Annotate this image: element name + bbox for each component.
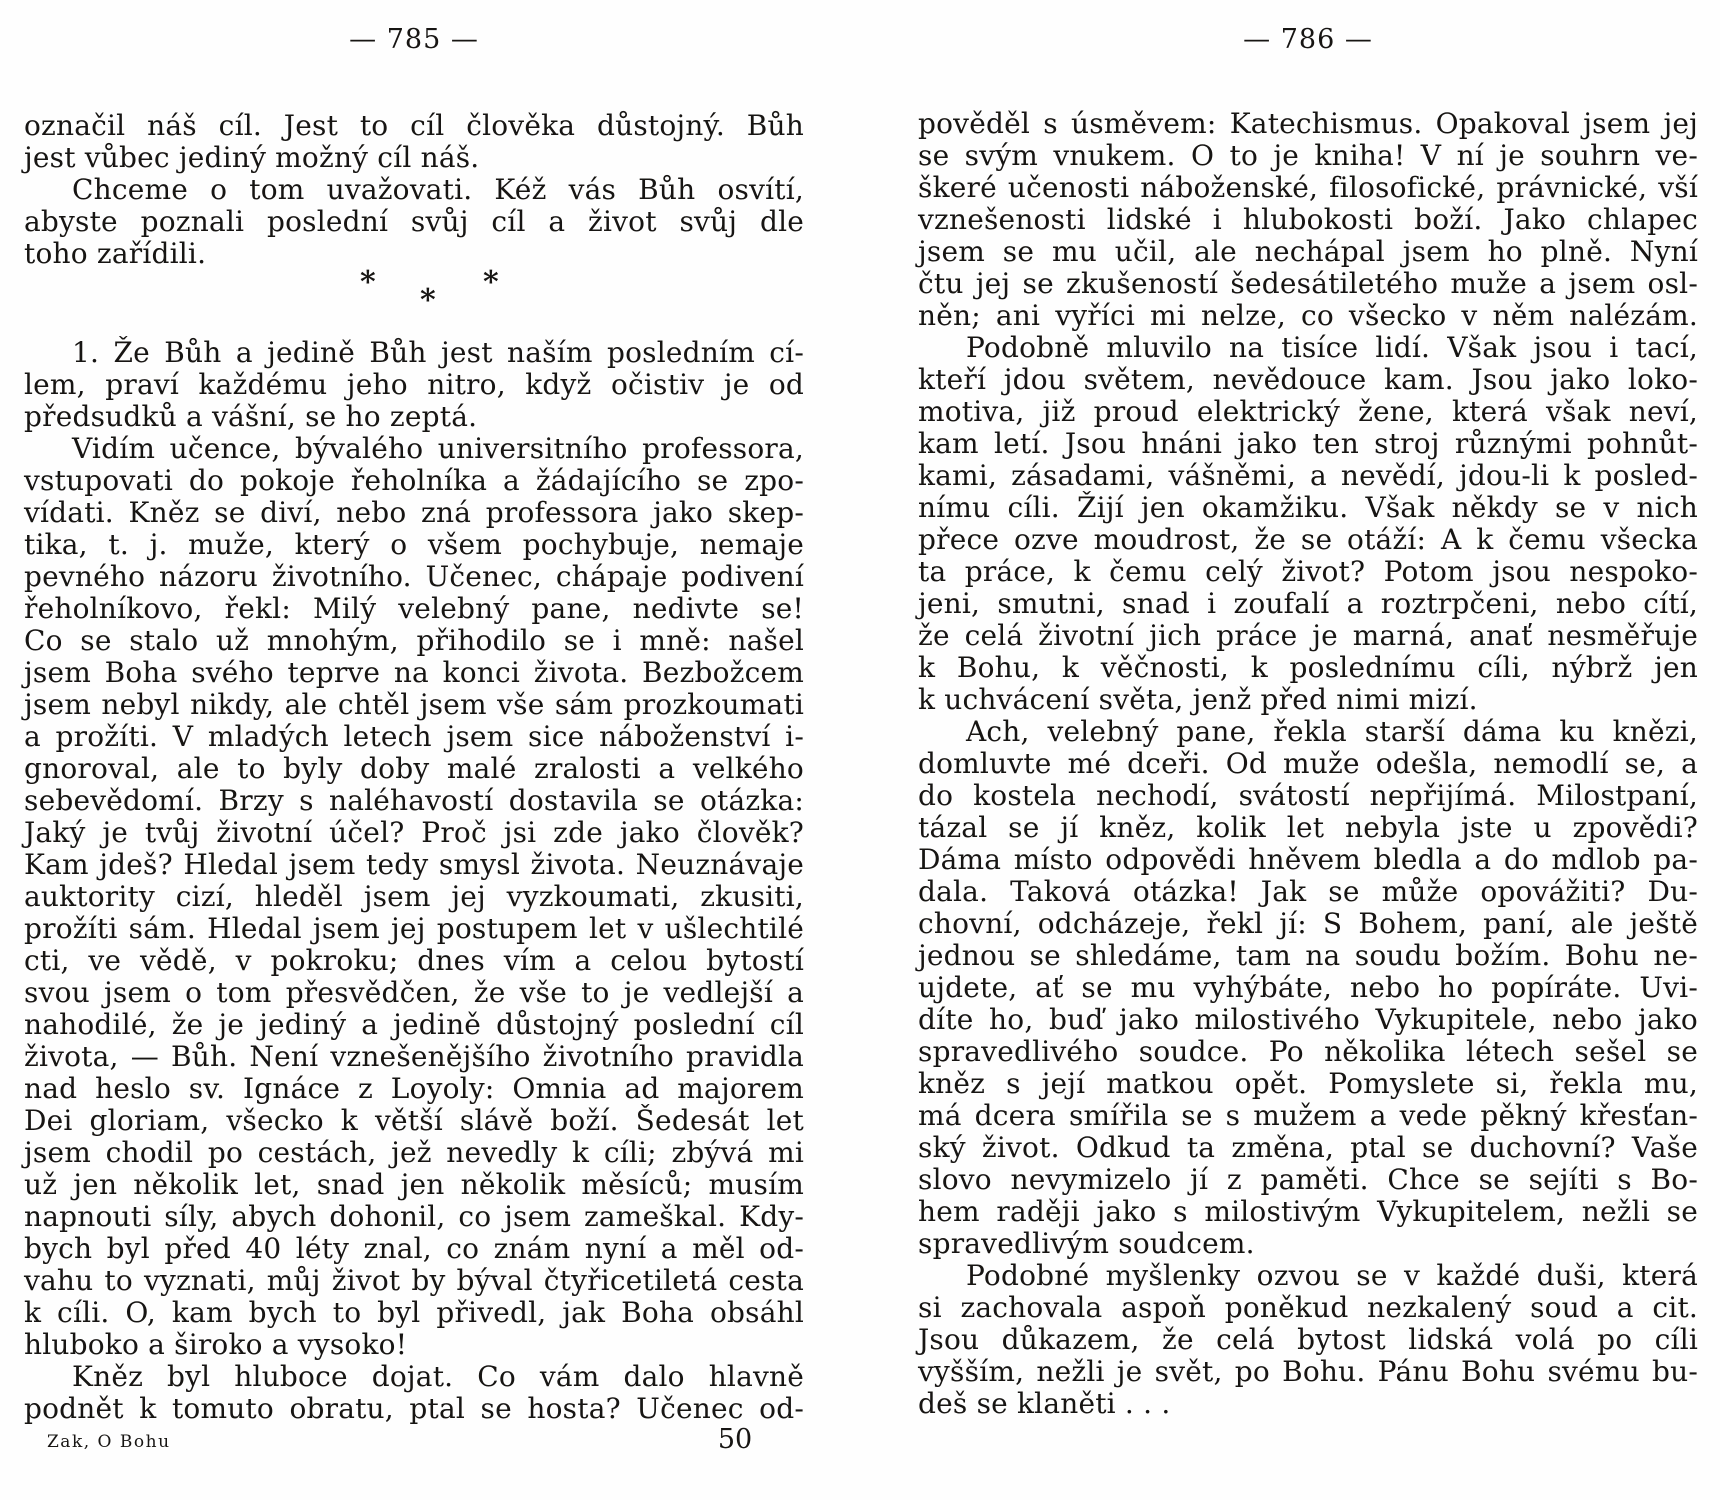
text-line: Podobné myšlenky ozvou se v každé duši, která [966, 1259, 1698, 1292]
text-line: cti, ve vědě, v pokroku; dnes vím a celou bytostí [24, 944, 804, 977]
text-line: Jaký je tvůj životní účel? Proč jsi zde jako člověk? [24, 816, 804, 849]
text-line: vahu to vyznati, můj život by býval čtyřicetiletá cesta [24, 1264, 804, 1297]
text-line: prožíti sám. Hledal jsem jej postupem let v ušlechtilé [24, 912, 804, 945]
text-line: do kostela nechodí, svátostí nepřijímá. Milostpaní, [918, 779, 1698, 812]
text-line: Dei gloriam, všecko k větší slávě boží. Šedesát let [24, 1104, 804, 1137]
text-line: svou jsem o tom přesvědčen, že vše to je vedlejší a [24, 976, 804, 1009]
text-line: ský život. Odkud ta změna, ptal se duchovní? Vaše [918, 1131, 1698, 1164]
asterisk-separator [24, 265, 804, 337]
text-line: dala. Taková otázka! Jak se může opovážiti? Du- [918, 875, 1698, 908]
text-line: jest vůbec jediný možný cíl náš. [24, 141, 480, 174]
page-number-left: — 785 — [349, 24, 479, 55]
text-line: ujdete, ať se mu vyhýbáte, nebo ho popíráte. Uvi- [918, 971, 1698, 1004]
text-line: pověděl s úsměvem: Katechismus. Opakoval jsem jej [918, 107, 1698, 140]
text-line: tika, t. j. muže, který o všem pochybuje, nemaje [24, 528, 804, 561]
text-line: kami, zásadami, vášněmi, a nevědí, jdou-li k posled- [918, 459, 1698, 492]
text-line: jsem Boha svého teprve na konci života. Bezbožcem [24, 656, 804, 689]
text-line: se svým vnukem. O to je kniha! V ní je souhrn ve- [918, 139, 1698, 172]
text-line: Vidím učence, bývalého universitního professora, [72, 432, 804, 465]
text-line: už jen několik let, snad jen několik měsíců; musím [24, 1168, 804, 1201]
paragraph [24, 337, 804, 433]
text-line: gnoroval, ale to byly doby malé zralosti a velkého [24, 752, 804, 785]
text-line: pevného názoru životního. Učenec, chápaje podivení [24, 560, 804, 593]
text-line: abyste poznali poslední svůj cíl a život svůj dle [24, 205, 804, 238]
text-line: a prožíti. V mladých letech jsem sice náboženství i- [24, 720, 804, 753]
text-line: vznešenosti lidské i hlubokosti boží. Jako chlapec [918, 203, 1698, 236]
text-line: hem raději jako s milostivým Vykupitelem, nežli se [918, 1195, 1698, 1228]
text-line: jsem nebyl nikdy, ale chtěl jsem vše sám prozkoumati [24, 688, 804, 721]
asterisk-glyph: * [360, 265, 376, 300]
paragraph [918, 1260, 1698, 1420]
text-line: sebevědomí. Brzy s naléhavostí dostavila se otázka: [24, 784, 804, 817]
text-line: má dcera smířila se s mužem a vede pěkný křesťan- [918, 1099, 1698, 1132]
text-line: nímu cíli. Žijí jen okamžiku. Však někdy se v nich [918, 491, 1698, 524]
running-signature: Zak, O Bohu [47, 1432, 171, 1452]
text-line: jsem chodil po cestách, jež nevedly k cíli; zbývá mi [24, 1136, 804, 1169]
text-line: toho zařídili. [24, 237, 207, 270]
text-line: auktority cizí, hleděl jsem jej vyzkoumati, zkusiti, [24, 880, 804, 913]
text-line: jeni, smutni, snad i zoufalí a roztrpčeni, nebo cítí, [918, 587, 1698, 620]
text-line: Chceme o tom uvažovati. Kéž vás Bůh osvítí, [72, 173, 804, 206]
paragraph [24, 110, 804, 174]
text-line: slovo nevymizelo jí z paměti. Chce se sejíti s Bo- [918, 1163, 1698, 1196]
text-line: díte ho, buď jako milostivého Vykupitele, nebo jako [918, 1003, 1698, 1036]
text-line: Podobně mluvilo na tisíce lidí. Však jsou i tací, [966, 331, 1698, 364]
text-line: spravedlivým soudcem. [918, 1227, 1255, 1260]
text-line: deš se klaněti . . . [918, 1387, 1171, 1420]
text-line: domluvte mé dceři. Od muže odešla, nemodlí se, a [918, 747, 1698, 780]
asterisk-glyph: * [483, 265, 499, 300]
text-line: nahodilé, že je jediný a jedině důstojný poslední cíl [24, 1008, 804, 1041]
text-line: vstupovati do pokoje řeholníka a žádajícího se zpo- [24, 464, 804, 497]
text-line: života, — Bůh. Není vznešenějšího životního pravidla [24, 1040, 804, 1073]
left-page-column [24, 110, 804, 1425]
paragraph [24, 174, 804, 270]
text-line: napnouti síly, abych dohonil, co jsem zameškal. Kdy- [24, 1200, 804, 1233]
paragraph [918, 108, 1698, 332]
page-number-right: — 786 — [1243, 24, 1373, 55]
text-line: si zachovala aspoň poněkud nezkalený soud a cit. [918, 1291, 1698, 1324]
text-line: vídati. Kněz se diví, nebo zná professora jako skep- [24, 496, 804, 529]
text-line: bych byl před 40 léty znal, co znám nyní a měl od- [24, 1232, 804, 1265]
text-line: k Bohu, k věčnosti, k poslednímu cíli, nýbrž jen [918, 651, 1698, 684]
text-line: označil náš cíl. Jest to cíl člověka důstojný. Bůh [24, 109, 804, 142]
text-line: předsudků a vášní, se ho zeptá. [24, 400, 478, 433]
paragraph [918, 332, 1698, 716]
text-line: řeholníkovo, řekl: Milý velebný pane, nedivte se! [24, 592, 804, 625]
text-line: spravedlivého soudce. Po několika létech sešel se [918, 1035, 1698, 1068]
text-line: přece ozve moudrost, že se otáží: A k čemu všecka [918, 523, 1698, 556]
text-line: škeré učenosti náboženské, filosofické, právnické, vší [918, 171, 1698, 204]
text-line: 1. Že Bůh a jedině Bůh jest naším posledním cí- [72, 336, 804, 369]
right-page-column [918, 108, 1698, 1420]
text-line: k cíli. O, kam bych to byl přivedl, jak Boha obsáhl [24, 1296, 804, 1329]
text-line: Co se stalo už mnohým, přihodilo se i mně: našel [24, 624, 804, 657]
text-line: lem, praví každému jeho nitro, když očistiv je od [24, 368, 804, 401]
text-line: chovní, odcházeje, řekl jí: S Bohem, paní, ale ještě [918, 907, 1698, 940]
text-line: něn; ani vyříci mi nelze, co všecko v něm nalézám. [918, 299, 1698, 332]
text-line: kam letí. Jsou hnáni jako ten stroj různými pohnůt- [918, 427, 1698, 460]
text-line: motiva, již proud elektrický žene, která však neví, [918, 395, 1698, 428]
paragraph [918, 716, 1698, 1260]
paragraph [24, 433, 804, 1361]
text-line: Ach, velebný pane, řekla starší dáma ku knězi, [966, 715, 1698, 748]
text-line: Kněz byl hluboce dojat. Co vám dalo hlavně [72, 1360, 804, 1393]
paragraph [24, 1361, 804, 1425]
text-line: tázal se jí kněz, kolik let nebyla jste u zpovědi? [918, 811, 1698, 844]
text-line: Jsou důkazem, že celá bytost lidská volá po cíli [918, 1323, 1698, 1356]
text-line: ta práce, k čemu celý život? Potom jsou nespoko- [918, 555, 1698, 588]
sheet-number: 50 [717, 1424, 753, 1455]
text-line: nad heslo sv. Ignáce z Loyoly: Omnia ad majorem [24, 1072, 804, 1105]
text-line: k uchvácení světa, jenž před nimi mizí. [918, 683, 1478, 716]
asterisk-glyph: * [420, 283, 436, 318]
text-line: kněz s její matkou opět. Pomyslete si, řekla mu, [918, 1067, 1698, 1100]
text-line: kteří jdou světem, nevědouce kam. Jsou jako loko- [918, 363, 1698, 396]
text-line: jsem se mu učil, ale nechápal jsem ho plně. Nyní [918, 235, 1698, 268]
text-line: Kam jdeš? Hledal jsem tedy smysl života. Neuznávaje [24, 848, 804, 881]
text-line: čtu jej se zkušeností šedesátiletého muže a jsem osl- [918, 267, 1698, 300]
text-line: že celá životní jich práce je marná, anať nesměřuje [918, 619, 1698, 652]
text-line: podnět k tomuto obratu, ptal se hosta? Učenec od- [24, 1392, 804, 1425]
text-line: Dáma místo odpovědi hněvem bledla a do mdlob pa- [918, 843, 1698, 876]
text-line: hluboko a široko a vysoko! [24, 1328, 408, 1361]
text-line: vyšším, nežli je svět, po Bohu. Pánu Bohu svému bu- [918, 1355, 1698, 1388]
text-line: jednou se shledáme, tam na soudu božím. Bohu ne- [918, 939, 1698, 972]
